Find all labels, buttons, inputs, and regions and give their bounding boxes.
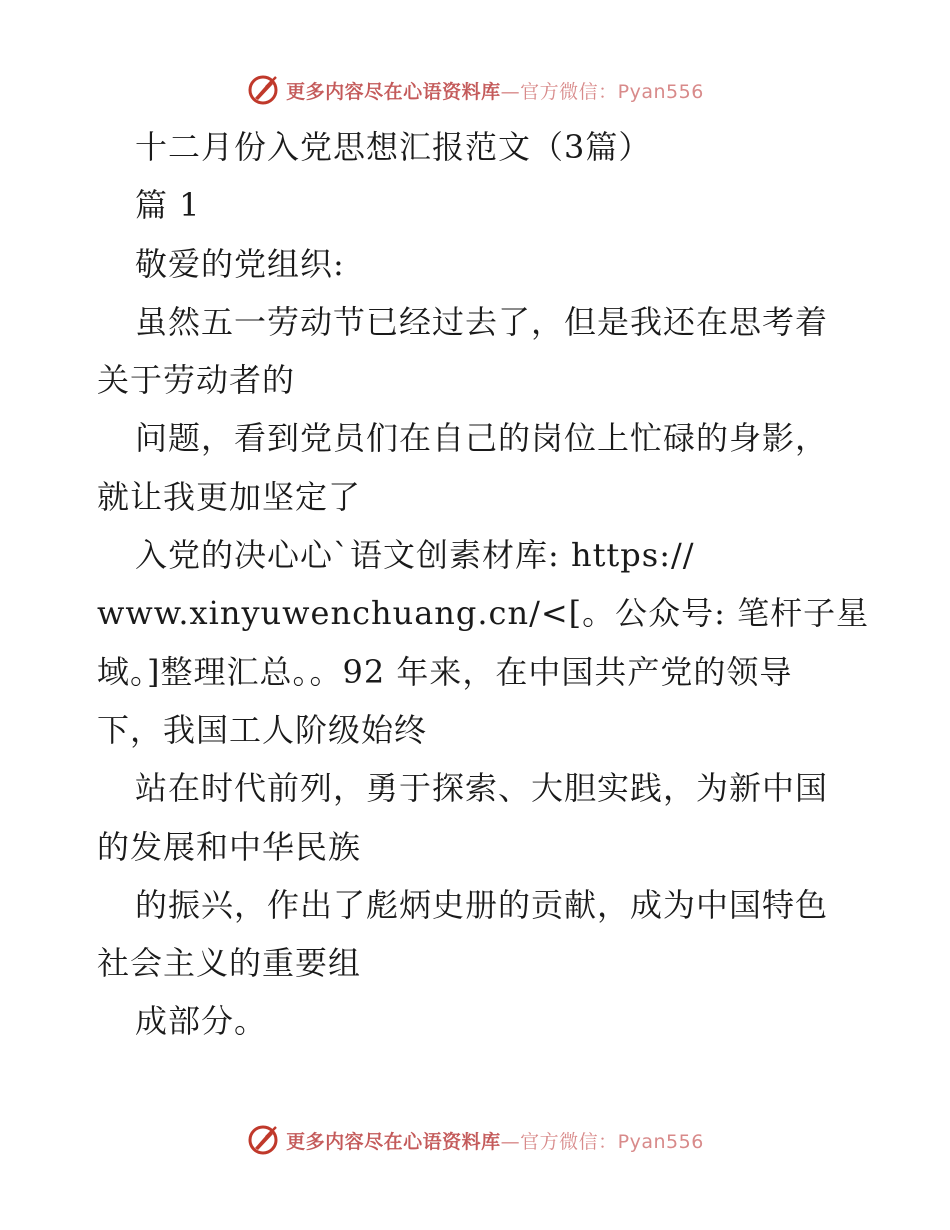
quill-logo-icon [246,1123,280,1157]
document-title: 十二月份入党思想汇报范文（3篇） [135,128,652,166]
text-line: 关于劳动者的 [97,361,296,400]
text-line: 问题，看到党员们在自己的岗位上忙碌的身影， [135,419,829,458]
watermark-text: 更多内容尽在心语资料库—官方微信：Pyan556 [286,80,704,103]
quill-logo-icon [246,73,280,107]
text-line: 虽然五一劳动节已经过去了，但是我还在思考着 [135,302,829,341]
text-line: 敬爱的党组织: [135,244,345,283]
text-line: 的发展和中华民族 [97,827,362,866]
text-line: 的振兴，作出了彪炳史册的贡献，成为中国特色 [135,885,829,924]
text-line: 站在时代前列，勇于探索、大胆实践，为新中国 [135,769,829,808]
text-line: 域。]整理汇总。。92 年来，在中国共产党的领导 [97,652,793,691]
text-line: 下，我国工人阶级始终 [97,710,428,749]
text-line: 篇 1 [135,186,201,225]
header-watermark [0,70,950,110]
watermark-text: 更多内容尽在心语资料库—官方微信：Pyan556 [286,1130,704,1153]
text-line: 就让我更加坚定了 [97,477,362,516]
document-body [97,118,870,1051]
text-line: www.xinyuwenchuang.cn/<[。公众号: 笔杆子星 [97,594,870,633]
text-line: 成部分。 [135,1002,268,1041]
text-line: 入党的决心心`语文创素材库: https:// [135,536,695,575]
footer-watermark [0,1120,950,1160]
text-line: 社会主义的重要组 [97,944,362,983]
